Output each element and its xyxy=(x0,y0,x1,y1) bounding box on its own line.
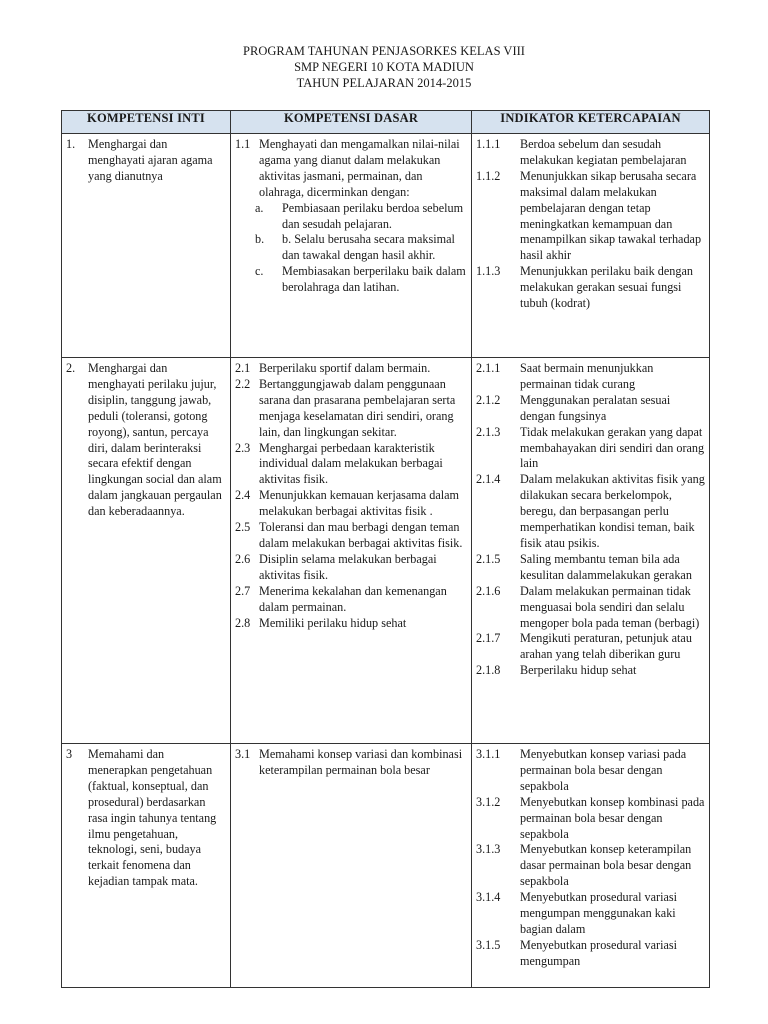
kompetensi-inti-number: 2. xyxy=(66,361,76,375)
header-indikator: INDIKATOR KETERCAPAIAN xyxy=(472,111,710,134)
indikator-number: 3.1.2 xyxy=(476,794,501,809)
indikator-item xyxy=(476,584,705,632)
indikator-item xyxy=(476,361,705,393)
table-header-row xyxy=(62,111,710,134)
kompetensi-dasar-item xyxy=(235,584,467,616)
indikator-text: Berdoa sebelum dan sesudah melakukan kegiatan pembelajaran xyxy=(520,137,687,167)
indikator-item xyxy=(476,393,705,425)
indikator-number: 2.1.5 xyxy=(476,551,501,566)
indikator-item xyxy=(476,842,705,890)
kompetensi-dasar-text: Bertanggungjawab dalam penggunaan sarana dan prasarana pembelajaran serta menjaga keselamatan diri sendiri, orang lain, dan lingkungan sekitar. xyxy=(259,376,456,439)
kompetensi-dasar-number: 2.7 xyxy=(235,583,251,598)
table-row xyxy=(62,134,710,358)
kompetensi-dasar-number: 2.4 xyxy=(235,488,251,503)
kompetensi-dasar-cell xyxy=(231,744,472,988)
indikator-cell xyxy=(472,744,710,988)
indikator-number: 2.1.7 xyxy=(476,631,501,646)
kompetensi-dasar-number: 2.6 xyxy=(235,551,251,566)
kompetensi-inti-number: 3 xyxy=(66,747,73,761)
indikator-item xyxy=(476,663,705,679)
header-kompetensi-inti: KOMPETENSI INTI xyxy=(62,111,231,134)
kompetensi-dasar-cell xyxy=(231,358,472,744)
indikator-text: Menyebutkan konsep kombinasi pada permainan bola besar dengan sepakbola xyxy=(520,794,705,841)
kompetensi-dasar-sub-letter: a. xyxy=(255,200,264,215)
kompetensi-dasar-item xyxy=(235,747,467,779)
indikator-item xyxy=(476,938,705,970)
indikator-list xyxy=(472,358,709,683)
kompetensi-inti-item xyxy=(62,358,230,524)
kompetensi-dasar-text: Menerima kekalahan dan kemenangan dalam permainan. xyxy=(259,583,447,614)
kompetensi-dasar-text: Menunjukkan kemauan kerjasama dalam melakukan berbagai aktivitas fisik . xyxy=(259,488,460,519)
indikator-text: Menunjukkan sikap berusaha secara maksimal dalam melakukan pembelajaran dengan tetap meningkatkan kemampuan dan menampilkan sikap tawakal terhadap hasil akhir xyxy=(520,168,702,263)
kompetensi-dasar-sub-letter: b. xyxy=(255,232,265,247)
kompetensi-dasar-subitem xyxy=(255,201,467,233)
indikator-number: 2.1.4 xyxy=(476,472,501,487)
program-table xyxy=(61,110,710,988)
kompetensi-dasar-number: 2.3 xyxy=(235,440,251,455)
kompetensi-inti-cell xyxy=(62,358,231,744)
kompetensi-dasar-item xyxy=(235,488,467,520)
indikator-item xyxy=(476,137,705,169)
kompetensi-dasar-item xyxy=(235,377,467,441)
kompetensi-inti-item xyxy=(62,744,230,894)
kompetensi-dasar-list xyxy=(231,744,471,783)
indikator-item xyxy=(476,472,705,552)
indikator-number: 2.1.2 xyxy=(476,392,501,407)
document-title-line-1: PROGRAM TAHUNAN PENJASORKES KELAS VIII xyxy=(243,44,525,58)
indikator-text: Menyebutkan prosedural variasi mengumpan xyxy=(520,937,678,968)
kompetensi-dasar-text: Menghargai perbedaan karakteristik individual dalam melakukan berbagai aktivitas fisik. xyxy=(259,440,443,487)
indikator-text: Saat bermain menunjukkan permainan tidak curang xyxy=(520,361,654,391)
kompetensi-dasar-number: 2.8 xyxy=(235,615,251,630)
kompetensi-dasar-sub-text: Membiasakan berperilaku baik dalam berolahraga dan latihan. xyxy=(282,264,466,295)
kompetensi-dasar-number: 2.5 xyxy=(235,520,251,535)
indikator-item xyxy=(476,890,705,938)
kompetensi-dasar-sub-text: b. Selalu berusaha secara maksimal dan tawakal dengan hasil akhir. xyxy=(282,232,455,263)
kompetensi-dasar-item xyxy=(235,520,467,552)
indikator-number: 3.1.3 xyxy=(476,842,501,857)
kompetensi-dasar-cell xyxy=(231,134,472,358)
kompetensi-inti-number: 1. xyxy=(66,137,76,151)
kompetensi-dasar-item xyxy=(235,137,467,201)
indikator-number: 2.1.6 xyxy=(476,583,501,598)
indikator-text: Saling membantu teman bila ada kesulitan dalammelakukan gerakan xyxy=(520,551,692,582)
indikator-item xyxy=(476,795,705,843)
kompetensi-dasar-text: Memahami konsep variasi dan kombinasi keterampilan permainan bola besar xyxy=(259,747,463,777)
kompetensi-dasar-number: 2.2 xyxy=(235,376,251,391)
kompetensi-inti-text: Menghargai dan menghayati perilaku jujur, disiplin, tanggung jawab, peduli (toleransi, gotong royong), santun, percaya diri, dalam berinteraksi secara efektif dengan lingkungan social dan alam dalam jangkauan pergaulan dan keberadaannya. xyxy=(88,361,222,519)
header-kompetensi-dasar: KOMPETENSI DASAR xyxy=(231,111,472,134)
indikator-text: Dalam melakukan permainan tidak menguasai bola sendiri dan selalu mengoper bola pada teman (berbagi) xyxy=(520,583,700,630)
indikator-cell xyxy=(472,358,710,744)
kompetensi-dasar-text: Memiliki perilaku hidup sehat xyxy=(259,615,407,630)
indikator-number: 1.1.2 xyxy=(476,168,501,183)
indikator-text: Mengikuti peraturan, petunjuk atau arahan yang telah diberikan guru xyxy=(520,631,692,662)
kompetensi-dasar-sub-text: Pembiasaan perilaku berdoa sebelum dan sesudah pelajaran. xyxy=(282,200,464,231)
indikator-number: 3.1.1 xyxy=(476,747,501,761)
indikator-number: 1.1.1 xyxy=(476,137,501,151)
kompetensi-dasar-text: Toleransi dan mau berbagi dengan teman dalam melakukan berbagai aktivitas fisik. xyxy=(259,520,463,550)
kompetensi-dasar-text: Disiplin selama melakukan berbagai aktivitas fisik. xyxy=(259,551,437,582)
indikator-cell xyxy=(472,134,710,358)
indikator-text: Menunjukkan perilaku baik dengan melakukan gerakan sesuai fungsi tubuh (kodrat) xyxy=(520,264,693,311)
indikator-text: Menyebutkan konsep variasi pada permainan bola besar dengan sepakbola xyxy=(520,747,687,793)
indikator-number: 1.1.3 xyxy=(476,264,501,279)
indikator-item xyxy=(476,552,705,584)
kompetensi-inti-item xyxy=(62,134,230,189)
indikator-list xyxy=(472,744,709,974)
kompetensi-dasar-list xyxy=(231,358,471,635)
document-title-line-2: SMP NEGERI 10 KOTA MADIUN xyxy=(294,60,474,74)
indikator-number: 3.1.4 xyxy=(476,890,501,905)
indikator-number: 2.1.8 xyxy=(476,663,501,678)
indikator-item xyxy=(476,631,705,663)
indikator-item xyxy=(476,425,705,473)
document-title-line-3: TAHUN PELAJARAN 2014-2015 xyxy=(296,76,472,90)
kompetensi-dasar-text: Menghayati dan mengamalkan nilai-nilai agama yang dianut dalam melakukan aktivitas jasmani, permainan, dan olahraga, dicerminkan dengan: xyxy=(259,137,460,199)
indikator-item xyxy=(476,747,705,795)
indikator-number: 2.1.1 xyxy=(476,361,501,375)
indikator-text: Dalam melakukan aktivitas fisik yang dilakukan secara berkelompok, beregu, dan berpasangan perlu memperhatikan kondisi teman, baik fisik atau psikis. xyxy=(520,472,705,550)
kompetensi-dasar-item xyxy=(235,616,467,632)
kompetensi-dasar-text: Berperilaku sportif dalam bermain. xyxy=(259,361,431,375)
kompetensi-inti-cell xyxy=(62,744,231,988)
kompetensi-dasar-item xyxy=(235,361,467,377)
indikator-text: Menyebutkan prosedural variasi mengumpan menggunakan kaki bagian dalam xyxy=(520,890,678,936)
kompetensi-dasar-item xyxy=(235,441,467,489)
indikator-list xyxy=(472,134,709,316)
indikator-text: Menggunakan peralatan sesuai dengan fungsinya xyxy=(520,392,671,423)
indikator-number: 2.1.3 xyxy=(476,424,501,439)
kompetensi-dasar-list xyxy=(231,134,471,300)
kompetensi-inti-text: Menghargai dan menghayati ajaran agama yang dianutnya xyxy=(88,137,213,183)
kompetensi-dasar-number: 1.1 xyxy=(235,137,251,151)
kompetensi-dasar-sub-letter: c. xyxy=(255,264,264,279)
indikator-text: Berperilaku hidup sehat xyxy=(520,663,637,678)
kompetensi-dasar-subitem xyxy=(255,264,467,296)
kompetensi-dasar-number: 2.1 xyxy=(235,361,251,375)
kompetensi-dasar-subitem xyxy=(255,232,467,264)
kompetensi-dasar-item xyxy=(235,552,467,584)
indikator-item xyxy=(476,169,705,264)
kompetensi-inti-text: Memahami dan menerapkan pengetahuan (faktual, konseptual, dan prosedural) berdasarkan rasa ingin tahunya tentang ilmu pengetahuan, teknologi, seni, budaya terkait fenomena dan kejadian tampak mata. xyxy=(88,747,217,889)
indikator-number: 3.1.5 xyxy=(476,937,501,952)
kompetensi-dasar-number: 3.1 xyxy=(235,747,251,761)
indikator-text: Menyebutkan konsep keterampilan dasar permainan bola besar dengan sepakbola xyxy=(520,842,692,889)
indikator-text: Tidak melakukan gerakan yang dapat membahayakan diri sendiri dan orang lain xyxy=(520,424,705,471)
table-row xyxy=(62,744,710,988)
table-row xyxy=(62,358,710,744)
indikator-item xyxy=(476,264,705,312)
kompetensi-inti-cell xyxy=(62,134,231,358)
